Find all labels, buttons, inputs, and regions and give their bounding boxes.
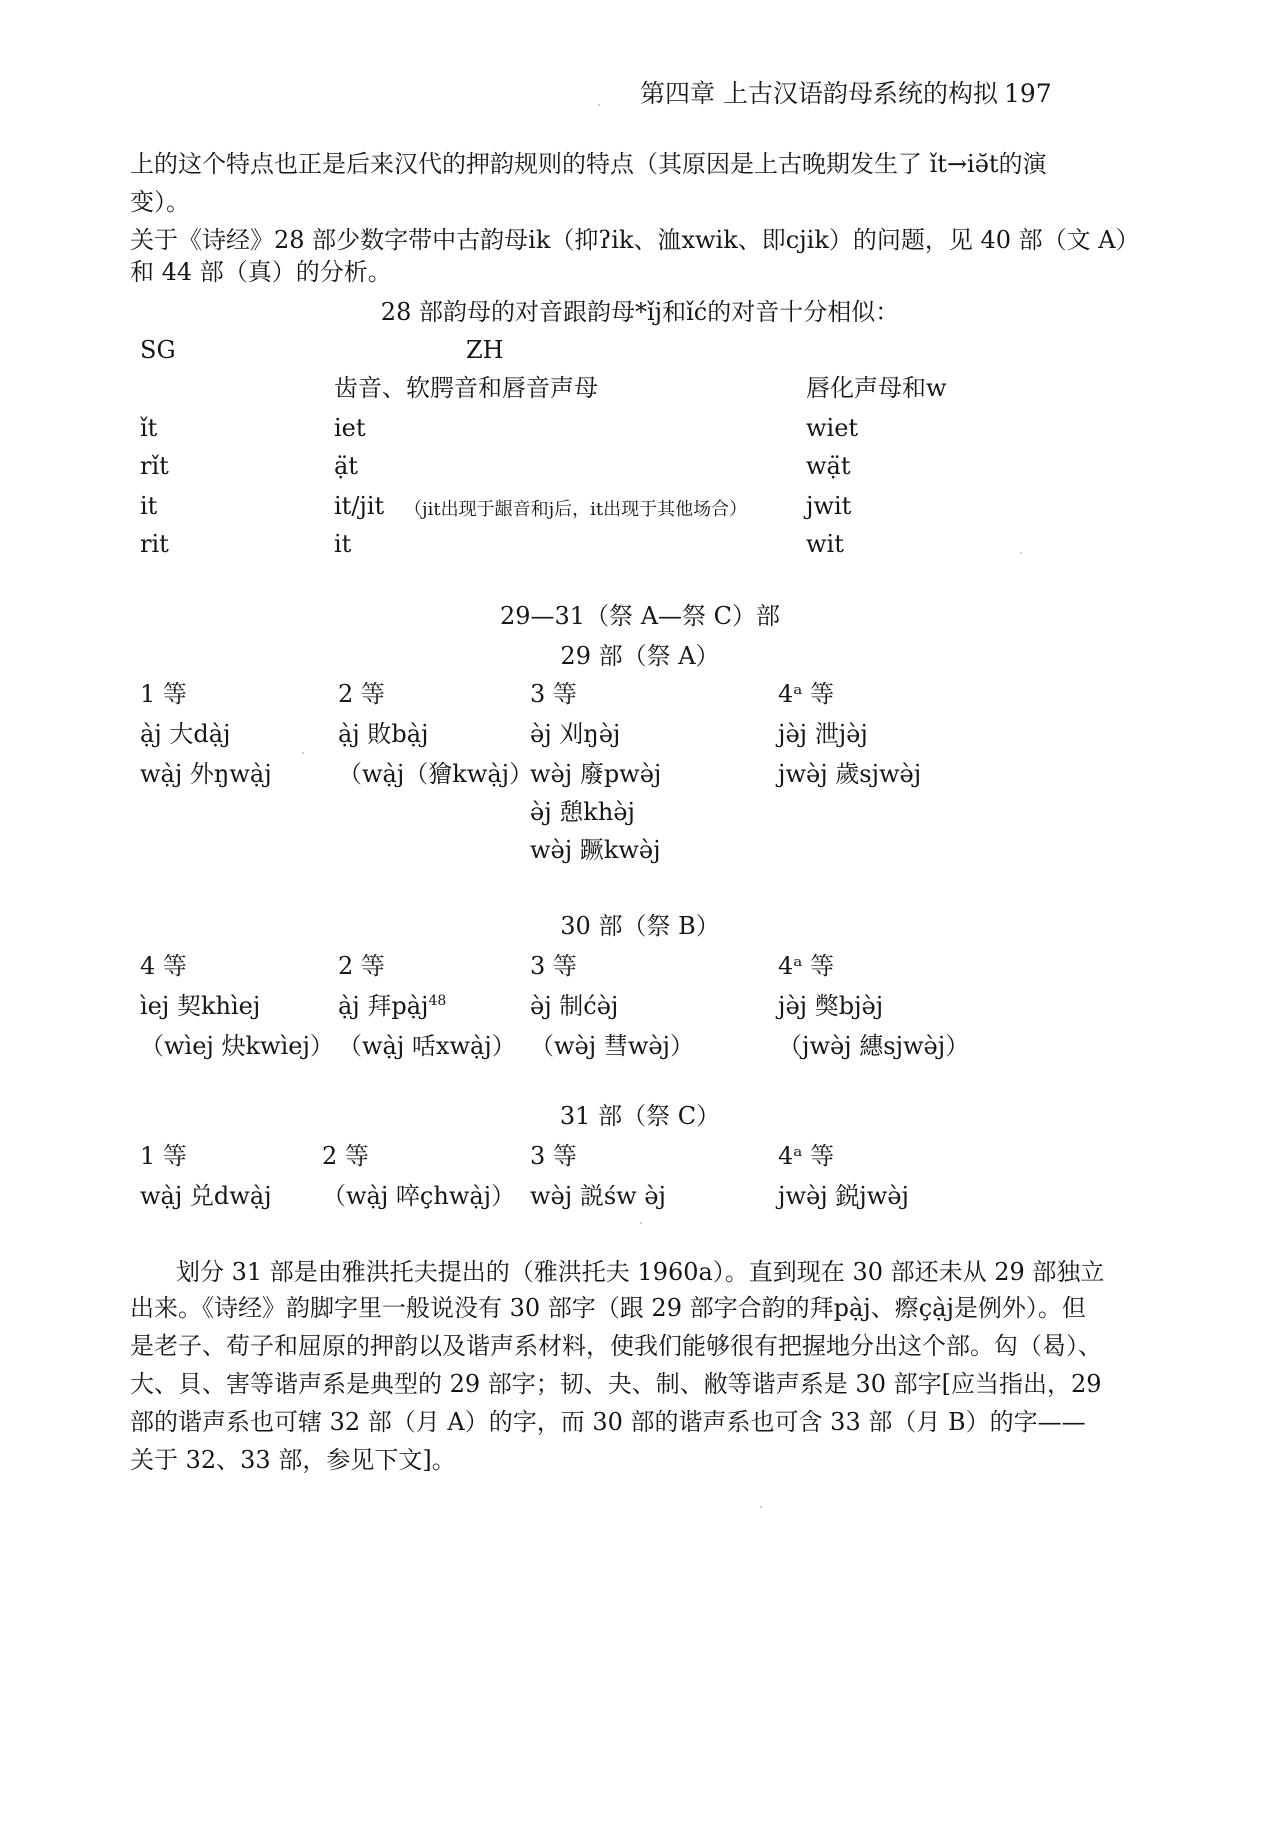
- row-zh-note: （jit出现于龈音和j后，it出现于其他场合）: [404, 499, 748, 520]
- rhyme-entry: [338, 990, 446, 1022]
- group-31-title: 31 部（祭 C）: [559, 1102, 721, 1130]
- intro-line-2: 变）。: [130, 188, 190, 216]
- rhyme-entry: （wìej 炔kwìej）: [140, 1032, 334, 1060]
- comparison-caption: 28 部韵母的对音跟韵母*ǐj和ǐć的对音十分相似：: [380, 298, 900, 326]
- row-sg: rǐt: [140, 452, 169, 480]
- intro-line-1: 上的这个特点也正是后来汉代的押韵规则的特点（其原因是上古晚期发生了 ǐt→iǝ̆t的演: [130, 150, 1047, 178]
- rhyme-entry: ə̀j 制ćə̀j: [530, 992, 619, 1020]
- rhyme-entry: （wạ̀j 咶xwạ̀j）: [338, 1032, 516, 1060]
- rhyme-entry: wạ̀j 兑dwạ̀j: [140, 1182, 272, 1210]
- row-zh: it/jit: [334, 492, 385, 520]
- rhyme-entry: ə̀j 憩khə̀j: [530, 798, 635, 826]
- running-header-chapter: 第四章 上古汉语韵母系统的构拟: [640, 79, 998, 108]
- subheader-labialized-initials: 唇化声母和w: [806, 374, 947, 402]
- grade-header: 4 等: [140, 952, 187, 980]
- grade-header: 4ᵃ 等: [778, 952, 835, 980]
- footnote-marker: 48: [428, 993, 447, 1009]
- closing-line-1: 划分 31 部是由雅洪托夫提出的（雅洪托夫 1960a）。直到现在 30 部还未从 29 部独立: [176, 1258, 1105, 1286]
- scan-speck: [1020, 552, 1022, 554]
- subheader-plain-initials: 齿音、软腭音和唇音声母: [334, 374, 598, 402]
- rhyme-entry: （jwə̀j 繐sjwə̀j）: [778, 1032, 970, 1060]
- row-sg: rit: [140, 530, 169, 558]
- rhyme-entry: wạ̀j 外ŋwạ̀j: [140, 760, 272, 788]
- rhyme-entry: （wạ̀j（獪kwạ̀j）: [338, 760, 534, 788]
- closing-line-4: 大、貝、害等谐声系是典型的 29 部字；韧、夬、制、敝等谐声系是 30 部字[应当指出，29: [130, 1370, 1102, 1398]
- page-number: 197: [1004, 79, 1052, 108]
- scan-speck: [598, 104, 600, 106]
- rhyme-entry: ạ̀j 大dạ̀j: [140, 720, 231, 748]
- intro-line-4: 和 44 部（真）的分析。: [130, 258, 392, 286]
- grade-header: 4ᵃ 等: [778, 1142, 835, 1170]
- grade-header: 1 等: [140, 1142, 187, 1170]
- intro-line-3: 关于《诗经》28 部少数字带中古韵母ik（抑ʔik、洫xwik、即cjik）的问题，见 40 部（文 A）: [130, 226, 1140, 254]
- rhyme-entry: （wạ̀j 啐çhwạ̀j）: [322, 1182, 516, 1210]
- grade-header: 3 等: [530, 680, 577, 708]
- scan-speck: [640, 1222, 642, 1224]
- group-30-title: 30 部（祭 B）: [560, 912, 720, 940]
- rhyme-entry: wə̀j 蹶kwə̀j: [530, 836, 661, 864]
- grade-header: 1 等: [140, 680, 187, 708]
- rhyme-entry: jwə̀j 鋭jwə̀j: [778, 1182, 909, 1210]
- scan-speck: [760, 1506, 762, 1508]
- section-title: 29—31（祭 A—祭 C）部: [499, 602, 781, 630]
- row-zh: ạ̈t: [334, 452, 358, 480]
- row-sg: it: [140, 492, 158, 520]
- closing-line-2: 出来。《诗经》韵脚字里一般说没有 30 部字（跟 29 部字合韵的拜pạ̀j、瘵çạ̀j是例外）。但: [130, 1294, 1086, 1322]
- rhyme-entry: jə̀j 泄jə̀j: [778, 720, 868, 748]
- grade-header: 4ᵃ 等: [778, 680, 835, 708]
- row-w: wạ̈t: [806, 452, 851, 480]
- rhyme-entry: jə̀j 獘bjə̀j: [778, 992, 884, 1020]
- group-29-title: 29 部（祭 A）: [560, 642, 720, 670]
- row-w: jwit: [806, 492, 852, 520]
- grade-header: 3 等: [530, 952, 577, 980]
- column-header-zh: ZH: [466, 336, 504, 364]
- row-w: wit: [806, 530, 844, 558]
- rhyme-entry: ìej 契khìej: [140, 992, 261, 1020]
- row-zh: iet: [334, 414, 366, 442]
- row-zh: it: [334, 530, 352, 558]
- grade-header: 2 等: [338, 680, 385, 708]
- row-w: wiet: [806, 414, 859, 442]
- closing-line-3: 是老子、荀子和屈原的押韵以及谐声系材料，使我们能够很有把握地分出这个部。匃（曷）、: [130, 1332, 1102, 1360]
- grade-header: 3 等: [530, 1142, 577, 1170]
- rhyme-entry: ə̀j 刈ŋə̀j: [530, 720, 621, 748]
- column-header-sg: SG: [140, 336, 176, 364]
- grade-header: 2 等: [338, 952, 385, 980]
- scan-speck: [302, 752, 304, 754]
- grade-header: 2 等: [322, 1142, 369, 1170]
- closing-line-6: 关于 32、33 部，参见下文]。: [130, 1446, 456, 1474]
- closing-line-5: 部的谐声系也可辖 32 部（月 A）的字，而 30 部的谐声系也可含 33 部（月 B）的字——: [130, 1408, 1086, 1436]
- rhyme-entry: wə̀j 説św ə̀j: [530, 1182, 666, 1210]
- rhyme-entry: jwə̀j 歲sjwə̀j: [778, 760, 922, 788]
- rhyme-entry-text: ạ̀j 拜pạ̀j: [338, 992, 429, 1020]
- rhyme-entry: ạ̀j 敗bạ̀j: [338, 720, 429, 748]
- rhyme-entry: wə̀j 廢pwə̀j: [530, 760, 662, 788]
- row-sg: ǐt: [140, 414, 158, 442]
- rhyme-entry: （wə̀j 彗wə̀j）: [530, 1032, 695, 1060]
